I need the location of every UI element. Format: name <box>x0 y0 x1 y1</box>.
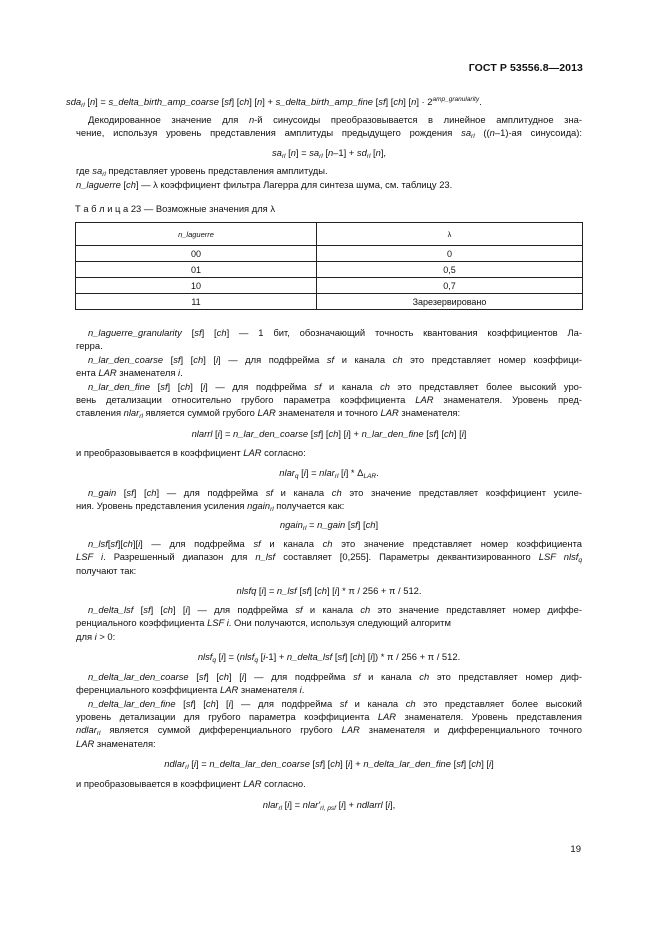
table-header-row <box>76 223 583 246</box>
body-line: n_lsf[sf][ch][i] — для подфрейма sf и канала ch это значение представляет номер коэффициента <box>88 538 582 549</box>
body-line: LSF i. Разрешенный диапазон для n_lsf составляет [0,255]. Параметры деквантизированного LSF nlsf$_q$ <box>76 551 583 564</box>
body-line: n_lar_den_coarse [sf] [ch] [i] — для подфрейма sf и канала ch это представляет номер коэффици- <box>88 354 582 365</box>
body-line: получают так: <box>76 565 137 576</box>
formula-nlarrl-final: nlar$_{rl}$ $[i] = nlar'_{rl, psf}$ [i] + ndlarrl [i], <box>262 799 396 812</box>
body-line: ставления nlar$_{rl}$ является суммой грубого LAR знаменателя и точного LAR знаменателя: <box>76 407 461 420</box>
body-line: уровень детализации для грубого параметра коэффициента LAR знаменателя. Уровень представления <box>76 711 582 722</box>
document-header: ГОСТ Р 53556.8—2013 <box>468 62 583 74</box>
body-line: n_delta_lar_den_fine [sf] [ch] [i] — для подфрейма sf и канала ch это представляет более высокий <box>88 698 582 709</box>
body-line: ndlar$_{rl}$ является суммой дифференциального грубого LAR знаменателя и дифференциального точного <box>76 724 583 737</box>
page-number: 19 <box>570 844 581 855</box>
table-row <box>76 246 583 262</box>
table-cell: 10 <box>76 278 317 294</box>
body-line: вень детализации относительно грубого параметра коэффициента LAR знаменателя. Уровень пред- <box>76 394 582 405</box>
table-row <box>76 294 583 310</box>
body-line: n_delta_lsf [sf] [ch] [i] — для подфрейма sf и канала ch это значение представляет номер диффе- <box>88 604 582 615</box>
table-cell: 01 <box>76 262 317 278</box>
body-line: LAR знаменателя: <box>76 738 156 749</box>
body-line: ференциального коэффициента LAR знаменателя i. <box>76 684 305 695</box>
formula-ndlarrl: ndlar$_{rl}$ [i] = n_delta_lar_den_coarse [sf] [ch] [i] + n_delta_lar_den_fine [sf] [ch] [i] <box>164 758 494 771</box>
para1-line2: чение, используя уровень представления амплитуды предыдущего рождения $sa_{rl}$ ((n–1)-ая синусоида): <box>76 127 582 140</box>
formula-nlarrl: nlarrl [i] = n_lar_den_coarse [sf] [ch] [i] + n_lar_den_fine [sf] [ch] [i] <box>191 428 467 439</box>
table-row <box>76 262 583 278</box>
table-cell: 00 <box>76 246 317 262</box>
table-cell: Зарезервировано <box>317 294 583 310</box>
body-line: n_lar_den_fine [sf] [ch] [i] — для подфрейма sf и канала ch это представляет более высокий уро- <box>88 381 582 392</box>
body-line: и преобразовывается в коэффициент LAR согласно. <box>76 778 306 789</box>
para2-line2: n_laguerre [ch] — λ коэффициент фильтра Лагерра для синтеза шума, см. таблицу 23. <box>76 179 453 190</box>
body-line: n_delta_lar_den_coarse [sf] [ch] [i] — для подфрейма sf и канала ch это представляет номер диф- <box>88 671 582 682</box>
formula-nlsfq-delta: nlsf$_q$ [i] = (nlsf$_q$ [i-1] + n_delta_lsf [sf] [ch] [i]) * π / 256 + π / 512. <box>197 651 461 664</box>
body-line: и преобразовывается в коэффициент LAR согласно: <box>76 447 306 458</box>
formula-nlsfq: nlsfq [i] = n_lsf [sf] [ch] [i] * π / 256 + π / 512. <box>236 585 422 596</box>
table-row <box>76 278 583 294</box>
table-cell: 11 <box>76 294 317 310</box>
body-line: n_gain [sf] [ch] — для подфрейма sf и канала ch это значение представляет коэффициент усиле- <box>88 487 582 498</box>
formula-ngain: ngain$_{rl}$ = n_gain [sf] [ch] <box>279 519 379 532</box>
body-line: ренциального коэффициента LSF i. Они получаются, используя следующий алгоритм <box>76 617 451 628</box>
body-line: n_laguerre_granularity [sf] [ch] — 1 бит, обозначающий точность квантования коэффициентов Ла- <box>88 327 582 338</box>
table-cell: 0,7 <box>317 278 583 294</box>
table-header-cell: n_laguerre <box>76 223 317 246</box>
lambda-table <box>75 222 583 310</box>
formula-nlarq: nlar$_q$ [i] = nlar$_{rl}$ $[i] * \Delta_{LAR}$. <box>279 467 379 480</box>
body-line: герра. <box>76 340 103 351</box>
body-line: ния. Уровень представления усиления ngain$_{rl}$ получается как: <box>76 500 345 513</box>
formula-sda: sda$_{rl}$ [n] = s_delta_birth_amp_coarse [sf] [ch] [n] + s_delta_birth_amp_fine [sf] [ch] $[n] \cdot 2^{amp\_granularity}$. <box>66 96 482 109</box>
body-line: ента LAR знаменателя i. <box>76 367 183 378</box>
table-header-cell: λ <box>317 223 583 246</box>
body-line: для i > 0: <box>76 631 116 642</box>
para1-line1: Декодированное значение для n-й синусоиды преобразовывается в линейное амплитудное зна- <box>88 114 582 125</box>
table-cell: 0,5 <box>317 262 583 278</box>
para2-line1: где $sa_{rl}$ представляет уровень представления амплитуды. <box>76 165 328 178</box>
formula-sa: $sa_{rl}$ $[n] = sa_{rl}$ $[n-1] + sd_{rl}$ [n], <box>271 147 387 160</box>
table-caption: Т а б л и ц а 23 — Возможные значения для λ <box>75 203 276 214</box>
table-cell: 0 <box>317 246 583 262</box>
